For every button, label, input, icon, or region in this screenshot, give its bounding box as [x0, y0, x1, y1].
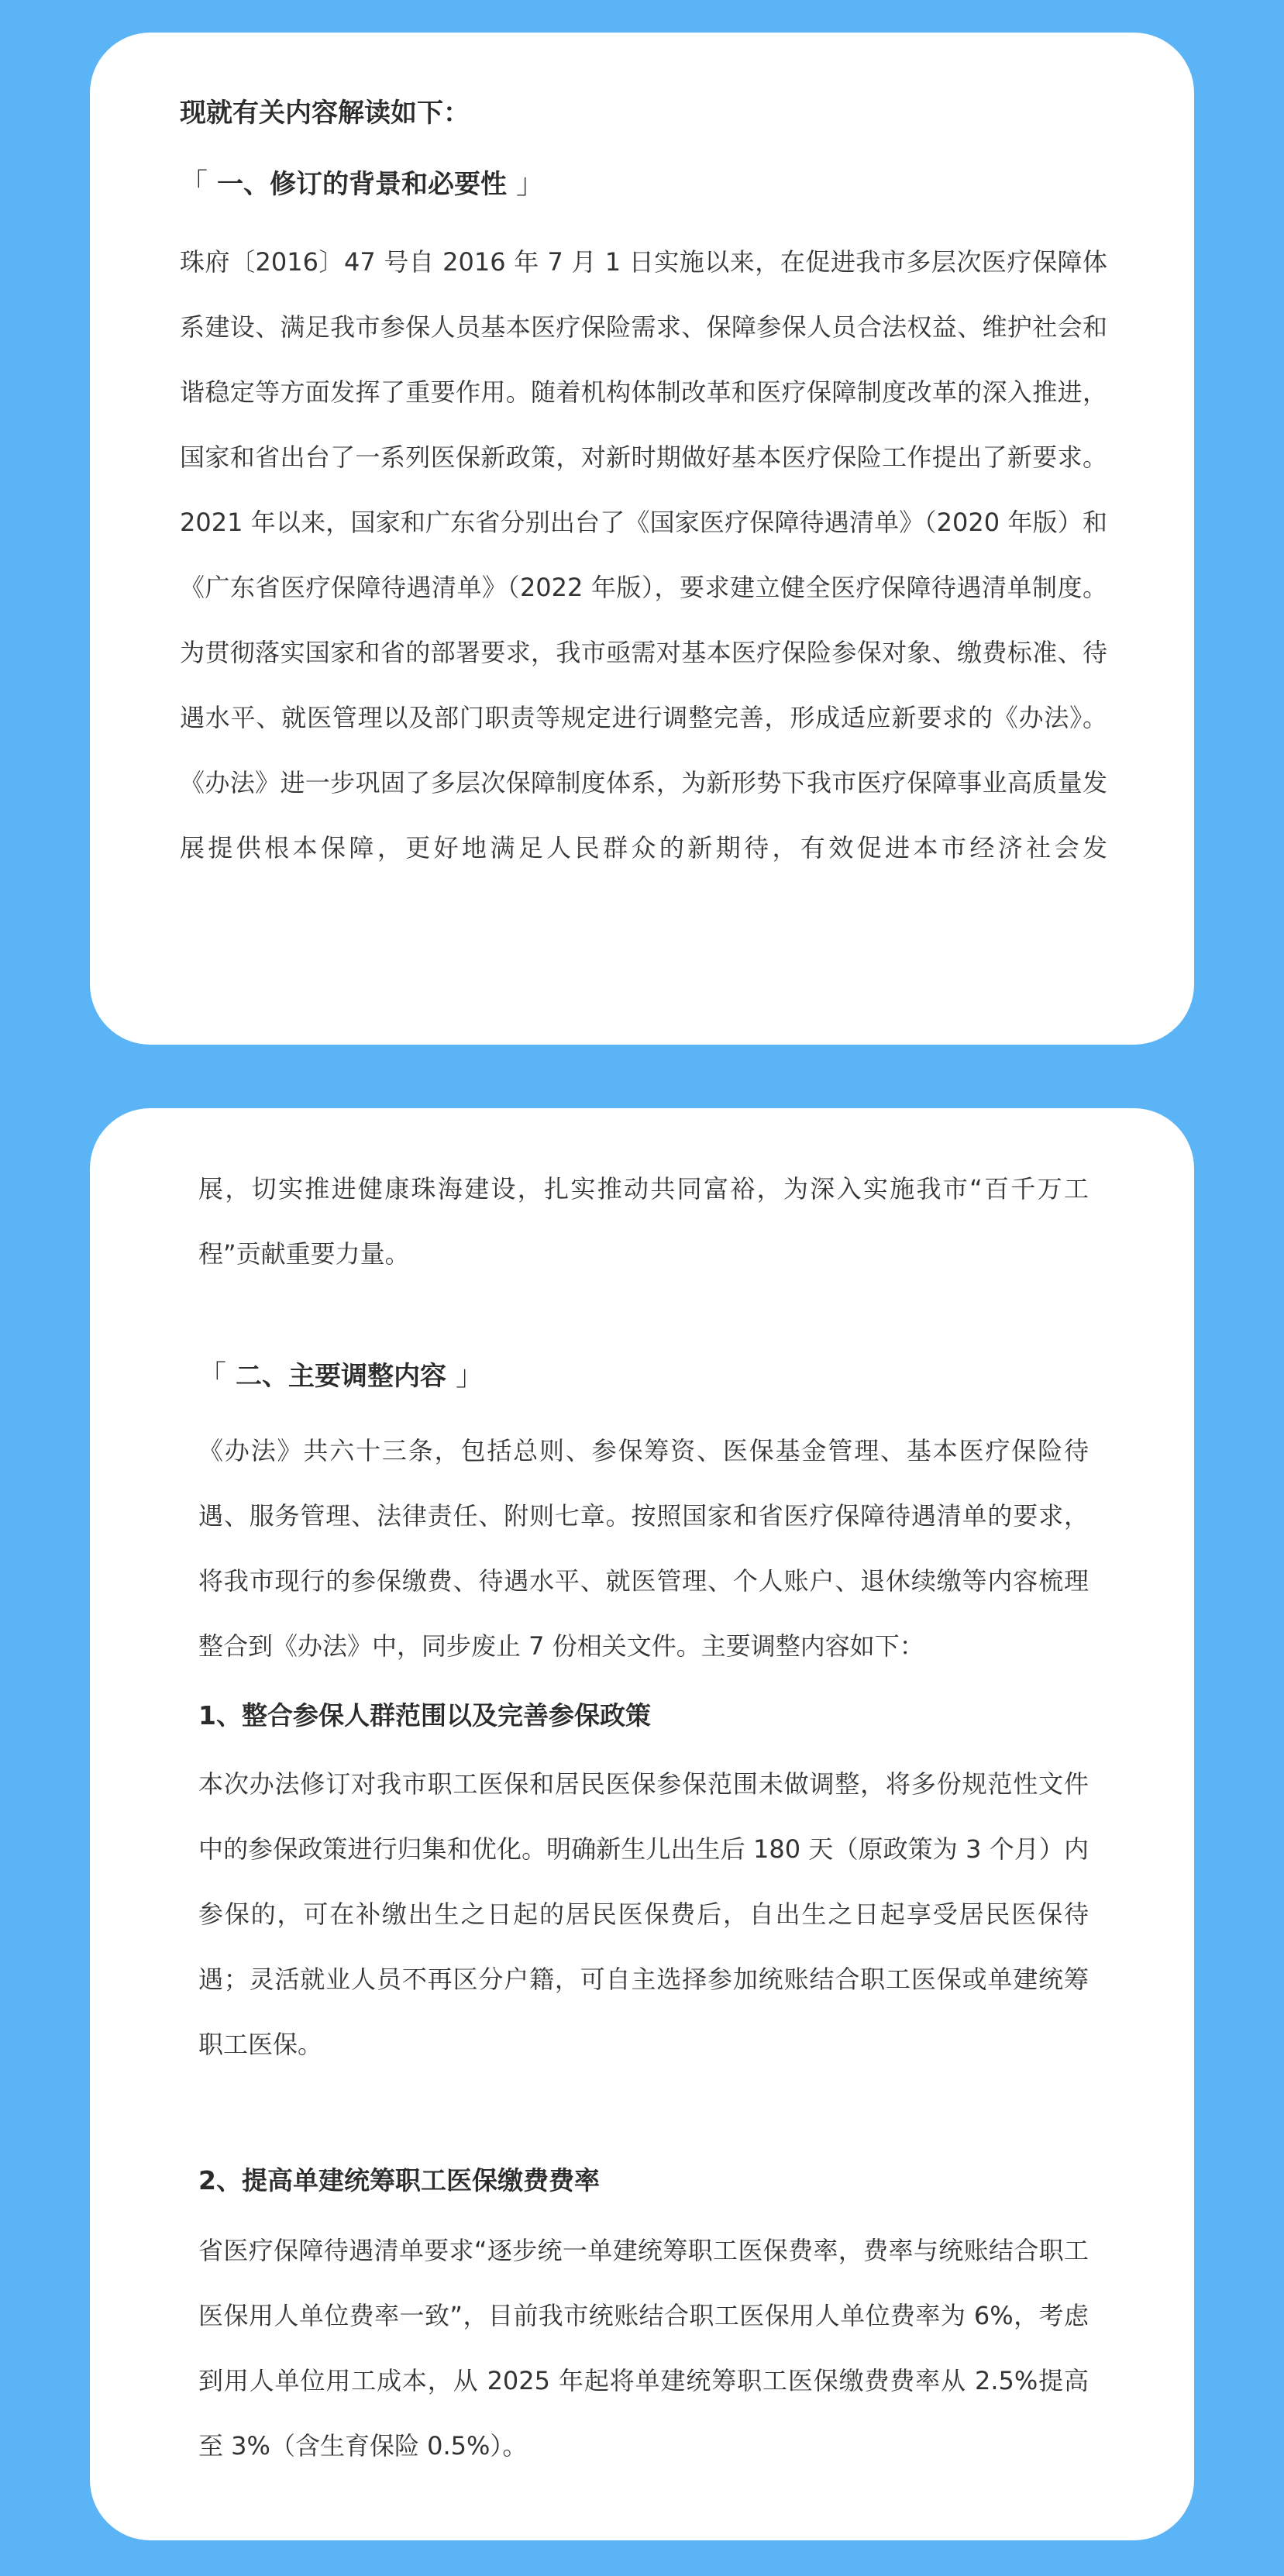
- paragraph-scope: 本次办法修订对我市职工医保和居民医保参保范围未做调整，将多份规范性文件中的参保政策进行归集和优化。明确新生儿出生后 180 天（原政策为 3 个月）内参保的，可在补缴出生之日起的居民医保费后，自出生之日起享受居民医保待遇；灵活就业人员不再区分户籍，可自主选择参加统账结合职工医保或单建统筹职工医保。: [198, 1769, 1089, 2059]
- paragraph-rate: 省医疗保障待遇清单要求“逐步统一单建统筹职工医保费率，费率与统账结合职工医保用人单位费率一致”，目前我市统账结合职工医保用人单位费率为 6%，考虑到用人单位用工成本，从 2025 年起将单建统筹职工医保缴费费率从 2.5%提高至 3%（含生育保险 0.5%）。: [198, 2236, 1089, 2461]
- bracket-close: 」: [456, 1360, 484, 1392]
- lead-text: 现就有关内容解读如下：: [180, 98, 470, 129]
- paragraph-continuation: 展，切实推进健康珠海建设，扎实推动共同富裕，为深入实施我市“百千万工程”贡献重要力量。: [198, 1174, 1089, 1269]
- content-card-2: [90, 1108, 1194, 2540]
- section-heading-adjustments: [198, 1358, 1089, 1395]
- paragraph-overview: 《办法》共六十三条，包括总则、参保筹资、医保基金管理、基本医疗保险待遇、服务管理、法律责任、附则七章。按照国家和省医疗保障待遇清单的要求，将我市现行的参保缴费、待遇水平、就医管理、个人账户、退休续缴等内容梳理整合到《办法》中，同步废止 7 份相关文件。主要调整内容如下：: [198, 1436, 1089, 1661]
- paragraph-background: 珠府〔2016〕47 号自 2016 年 7 月 1 日实施以来，在促进我市多层次医疗保障体系建设、满足我市参保人员基本医疗保险需求、保障参保人员合法权益、维护社会和谐稳定等方面发挥了重要作用。随着机构体制改革和医疗保障制度改革的深入推进，国家和省出台了一系列医保新政策，对新时期做好基本医疗保险工作提出了新要求。2021 年以来，国家和广东省分别出台了《国家医疗保障待遇清单》（2020 年版）和《广东省医疗保障待遇清单》（2022 年版），要求建立健全医疗保障待遇清单制度。为贯彻落实国家和省的部署要求，我市亟需对基本医疗保险参保对象、缴费标准、待遇水平、就医管理以及部门职责等规定进行调整完善，形成适应新要求的《办法》。《办法》进一步巩固了多层次保障制度体系，为新形势下我市医疗保障事业高质量发展提供根本保障，更好地满足人民群众的新期待，有效促进本市经济社会发: [180, 247, 1107, 863]
- bracket-close: 」: [516, 168, 545, 200]
- bracket-open: 「: [180, 168, 208, 200]
- section-heading-background: [180, 166, 1107, 203]
- content-card-1: [90, 33, 1194, 1045]
- bracket-open: 「: [198, 1360, 227, 1392]
- section-title: 一、修订的背景和必要性: [217, 169, 508, 200]
- subheading-rate: 2、提高单建统筹职工医保缴费费率: [198, 2165, 600, 2195]
- subheading-scope: 1、整合参保人群范围以及完善参保政策: [198, 1700, 651, 1731]
- section-title: 二、主要调整内容: [236, 1361, 447, 1392]
